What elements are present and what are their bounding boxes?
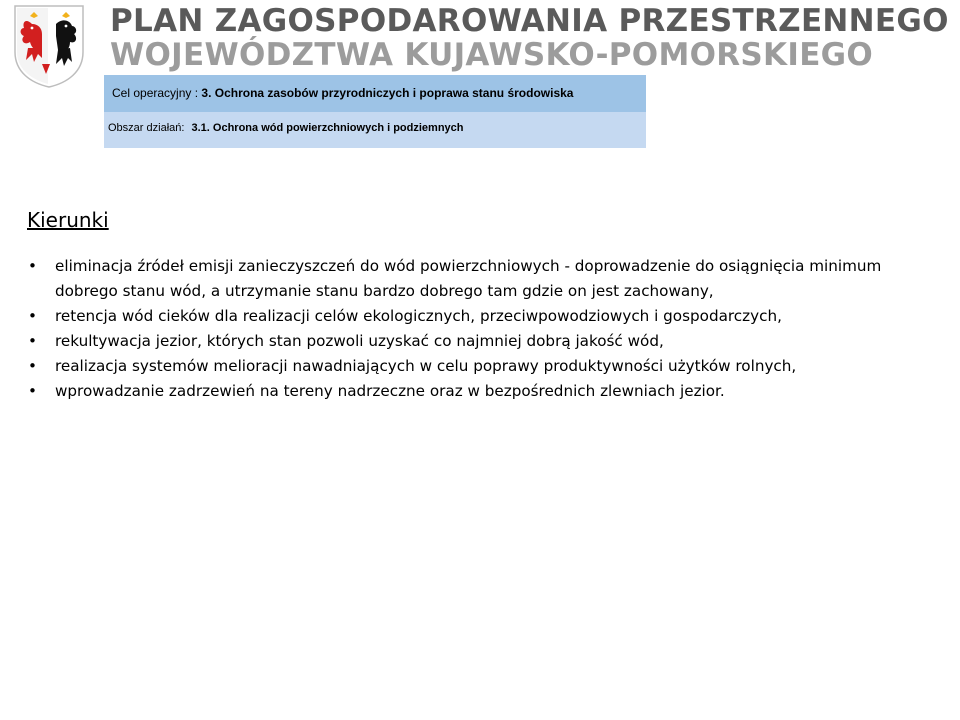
- bullet-icon: •: [28, 382, 37, 400]
- action-area-banner: [104, 112, 646, 148]
- bullet-icon: •: [28, 332, 37, 350]
- title-line-1: PLAN ZAGOSPODAROWANIA PRZESTRZENNEGO: [110, 3, 949, 39]
- list-item: [28, 304, 933, 329]
- title-line-2: WOJEWÓDZTWA KUJAWSKO-POMORSKIEGO: [110, 37, 874, 73]
- goal-label: Cel operacyjny :: [112, 86, 199, 100]
- list-item-text: eliminacja źródeł emisji zanieczyszczeń do wód powierzchniowych - doprowadzenie do osiągnięcia minimum dobrego stanu wód, a utrzymanie stanu bardzo dobrego tam gdzie on jest zachowany,: [55, 257, 882, 300]
- area-label: Obszar działań:: [108, 122, 185, 134]
- list-item-text: realizacja systemów melioracji nawadniających w celu poprawy produktywności użytków rolnych,: [55, 357, 797, 375]
- directions-list: [28, 254, 933, 404]
- operational-goal-banner: [104, 75, 646, 112]
- list-item-text: rekultywacja jezior, których stan pozwoli uzyskać co najmniej dobrą jakość wód,: [55, 332, 664, 350]
- bullet-icon: •: [28, 307, 37, 325]
- document-title: [110, 4, 950, 72]
- list-item: [28, 379, 933, 404]
- coat-of-arms-logo: [12, 4, 86, 88]
- goal-value: 3. Ochrona zasobów przyrodniczych i poprawa stanu środowiska: [201, 86, 574, 100]
- list-item: [28, 329, 933, 354]
- eagle-griffin-icon: [12, 4, 86, 88]
- bullet-icon: •: [28, 257, 37, 275]
- list-item: [28, 254, 933, 304]
- bullet-icon: •: [28, 357, 37, 375]
- area-value: 3.1. Ochrona wód powierzchniowych i podziemnych: [191, 122, 464, 134]
- section-heading: Kierunki: [27, 208, 109, 232]
- list-item: [28, 354, 933, 379]
- list-item-text: wprowadzanie zadrzewień na tereny nadrzeczne oraz w bezpośrednich zlewniach jezior.: [55, 382, 725, 400]
- list-item-text: retencja wód cieków dla realizacji celów ekologicznych, przeciwpowodziowych i gospodarczych,: [55, 307, 782, 325]
